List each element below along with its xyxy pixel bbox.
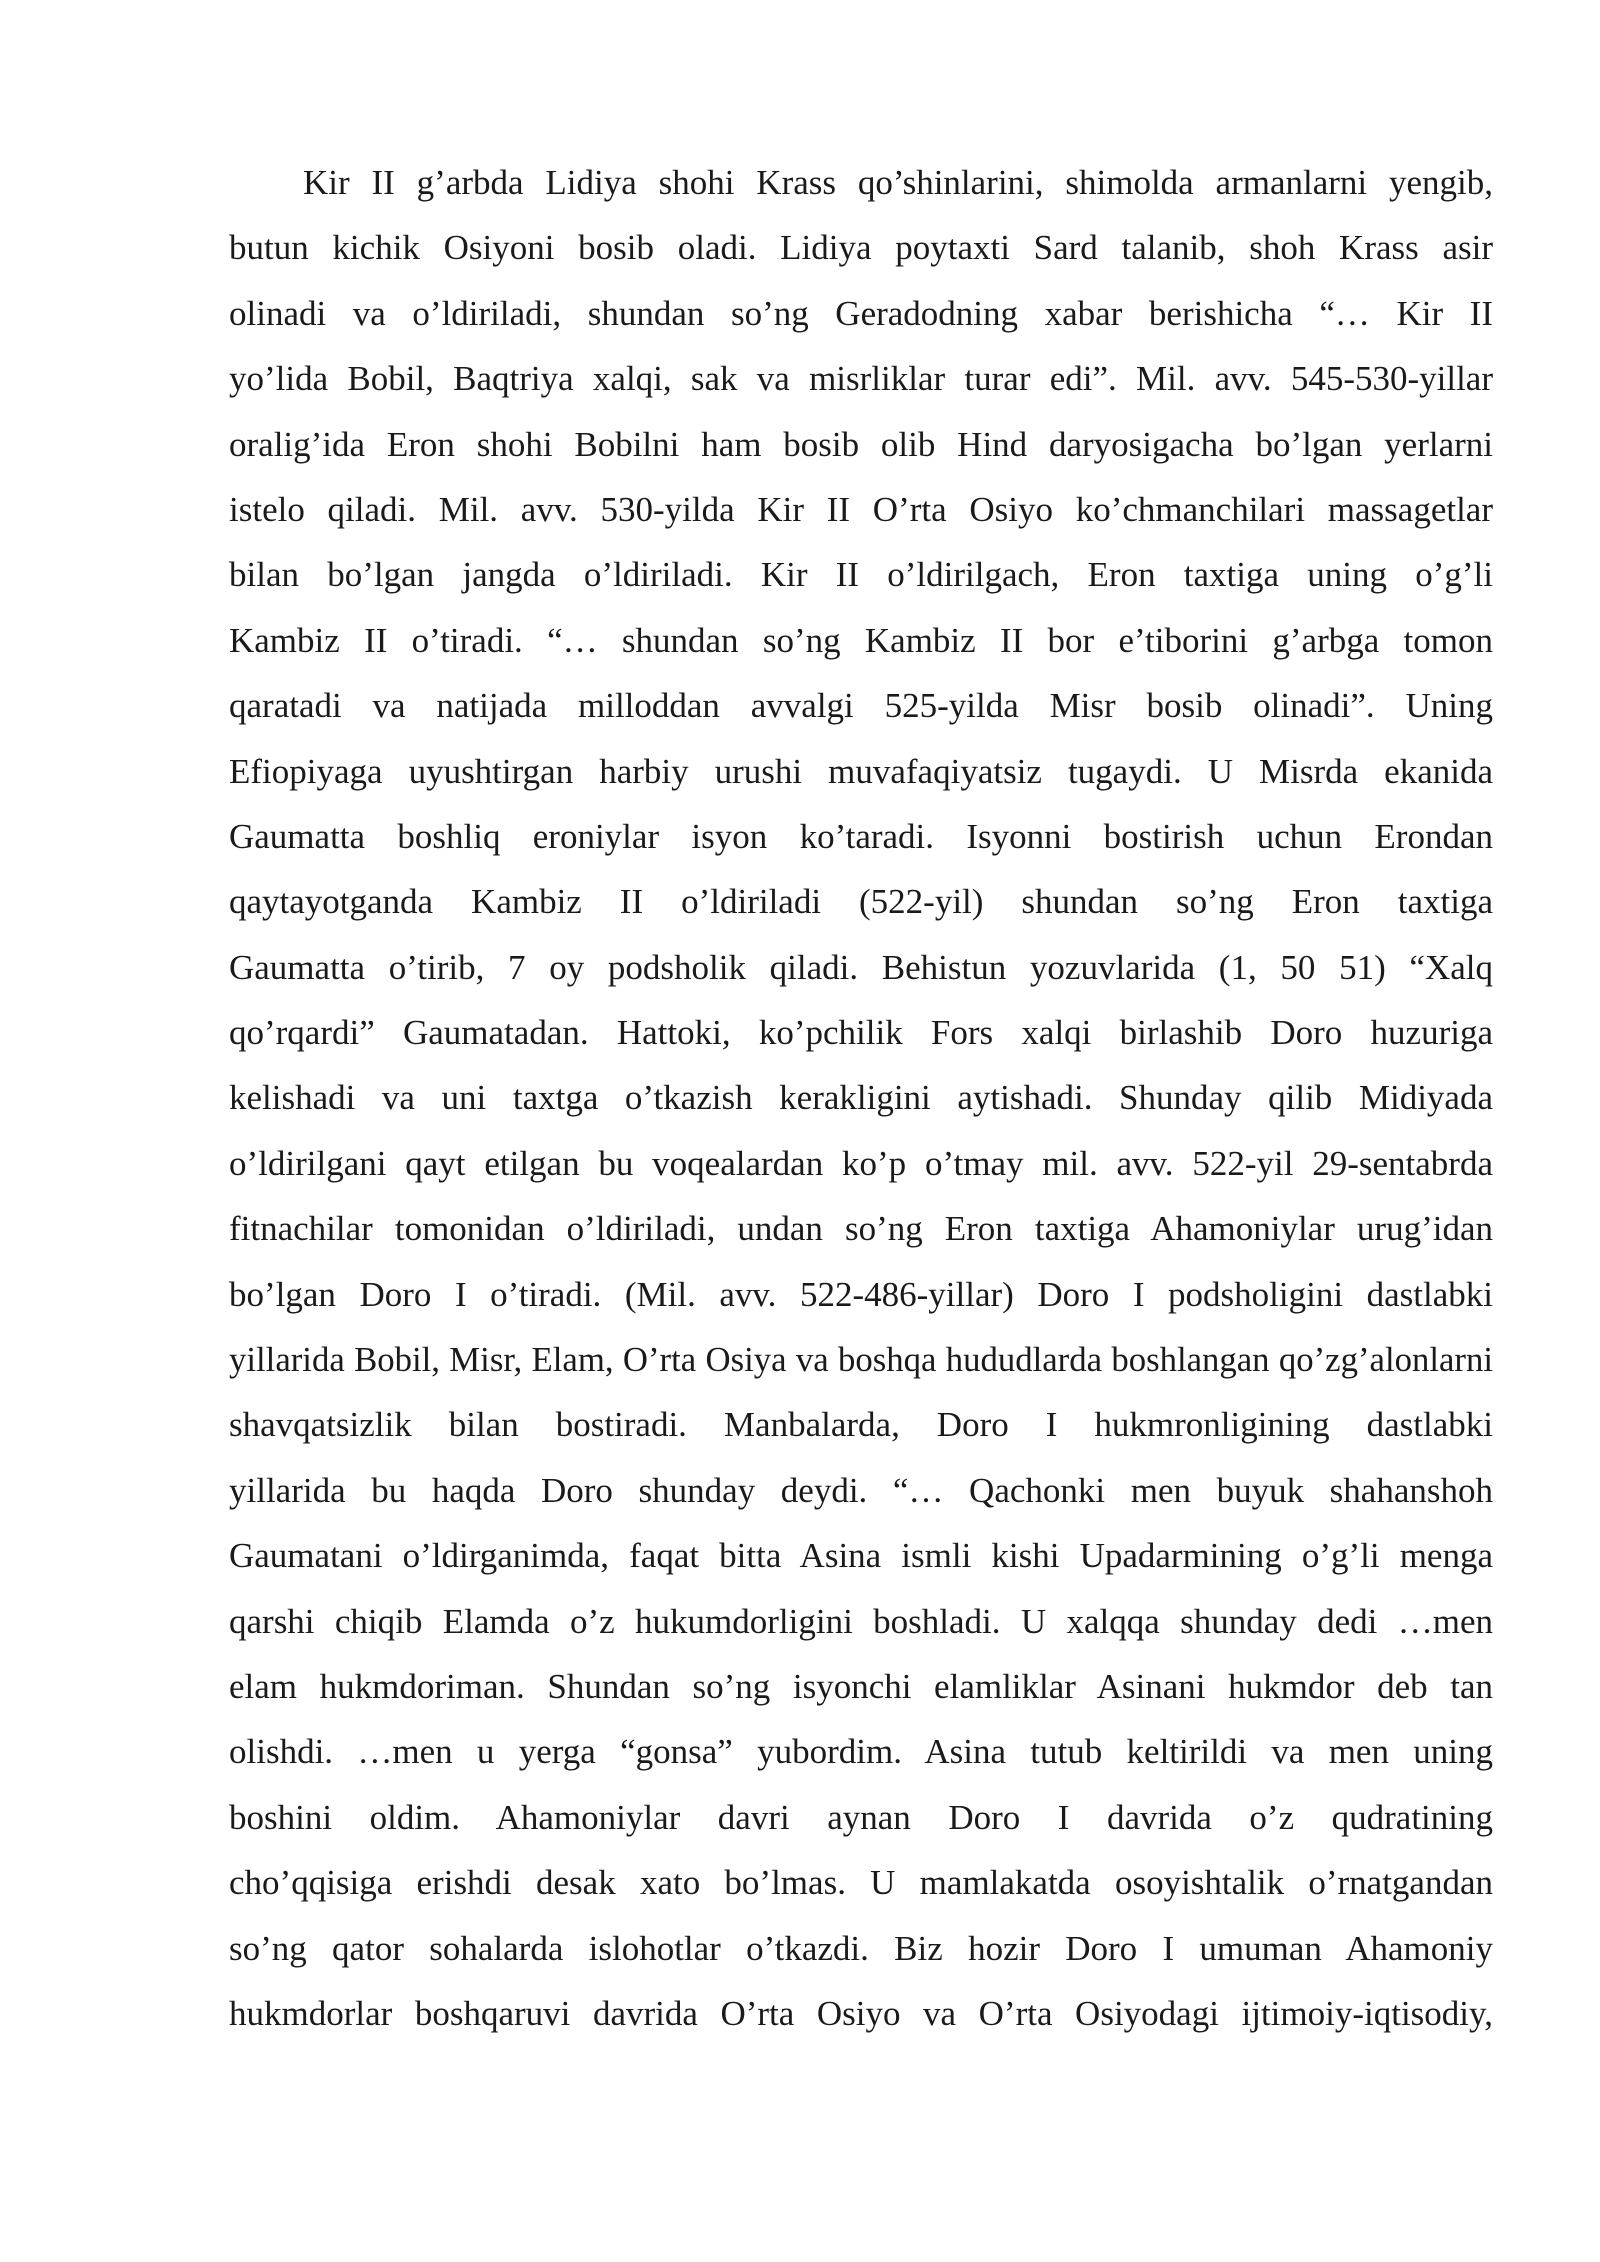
text-line: cho’qqisiga erishdi desak xato bo’lmas. U mamlakatda osoyishtalik o’rnatgandan [229,1863,1493,1903]
text-line: Kir II g’arbda Lidiya shohi Krass qo’shinlarini, shimolda armanlarni yengib, [303,163,1493,202]
text-line: olinadi va o’ldiriladi, shundan so’ng Geradodning xabar berishicha “… Kir II [229,293,1493,333]
text-line: elam hukmdoriman. Shundan so’ng isyonchi elamliklar Asinani hukmdor deb tan [229,1666,1493,1706]
text-line: hukmdorlar boshqaruvi davrida O’rta Osiyo va O’rta Osiyodagi ijtimoiy-iqtisodiy, [229,1993,1493,2033]
text-line: qaytayotganda Kambiz II o’ldiriladi (522-yil) shundan so’ng Eron taxtiga [229,882,1493,922]
text-line: yo’lida Bobil, Baqtriya xalqi, sak va misrliklar turar edi”. Mil. avv. 545-530-yillar [229,359,1493,399]
text-line: bilan bo’lgan jangda o’ldiriladi. Kir II o’ldirilgach, Eron taxtiga uning o’g’li [229,555,1493,595]
text-line: Gaumatani o’ldirganimda, faqat bitta Asina ismli kishi Upadarmining o’g’li menga [229,1536,1493,1576]
text-line: yillarida Bobil, Misr, Elam, O’rta Osiya va boshqa hududlarda boshlangan qo’zg’alonlarni [229,1340,1493,1380]
text-line: shavqatsizlik bilan bostiradi. Manbalarda, Doro I hukmronligining dastlabki [229,1405,1493,1445]
text-line: boshini oldim. Ahamoniylar davri aynan Doro I davrida o’z qudratining [229,1797,1493,1837]
body-paragraph [229,150,1493,2046]
text-line: butun kichik Osiyoni bosib oladi. Lidiya poytaxti Sard talanib, shoh Krass asir [229,228,1493,268]
text-line: qo’rqardi” Gaumatadan. Hattoki, ko’pchilik Fors xalqi birlashib Doro huzuriga [229,1013,1493,1053]
text-line: Gaumatta boshliq eroniylar isyon ko’taradi. Isyonni bostirish uchun Erondan [229,816,1493,856]
text-line: olishdi. …men u yerga “gonsa” yubordim. Asina tutub keltirildi va men uning [229,1732,1493,1772]
text-line: yillarida bu haqda Doro shunday deydi. “… Qachonki men buyuk shahanshoh [229,1470,1493,1510]
text-line: oralig’ida Eron shohi Bobilni ham bosib olib Hind daryosigacha bo’lgan yerlarni [229,424,1493,464]
text-line: kelishadi va uni taxtga o’tkazish kerakligini aytishadi. Shunday qilib Midiyada [229,1078,1493,1118]
text-line: Gaumatta o’tirib, 7 oy podsholik qiladi. Behistun yozuvlarida (1, 50 51) “Xalq [229,947,1493,987]
text-line: Kambiz II o’tiradi. “… shundan so’ng Kambiz II bor e’tiborini g’arbga tomon [229,620,1493,660]
text-line: qaratadi va natijada milloddan avvalgi 525-yilda Misr bosib olinadi”. Uning [229,686,1493,726]
text-line: qarshi chiqib Elamda o’z hukumdorligini boshladi. U xalqqa shunday dedi …men [229,1601,1493,1641]
text-line: o’ldirilgani qayt etilgan bu voqealardan ko’p o’tmay mil. avv. 522-yil 29-sentabrda [229,1143,1493,1183]
text-line: bo’lgan Doro I o’tiradi. (Mil. avv. 522-486-yillar) Doro I podsholigini dastlabki [229,1274,1493,1314]
text-line: istelo qiladi. Mil. avv. 530-yilda Kir II O’rta Osiyo ko’chmanchilari massagetlar [229,489,1493,529]
text-line: Efiopiyaga uyushtirgan harbiy urushi muvafaqiyatsiz tugaydi. U Misrda ekanida [229,751,1493,791]
text-line: so’ng qator sohalarda islohotlar o’tkazdi. Biz hozir Doro I umuman Ahamoniy [229,1928,1493,1968]
text-line: fitnachilar tomonidan o’ldiriladi, undan so’ng Eron taxtiga Ahamoniylar urug’idan [229,1209,1493,1249]
